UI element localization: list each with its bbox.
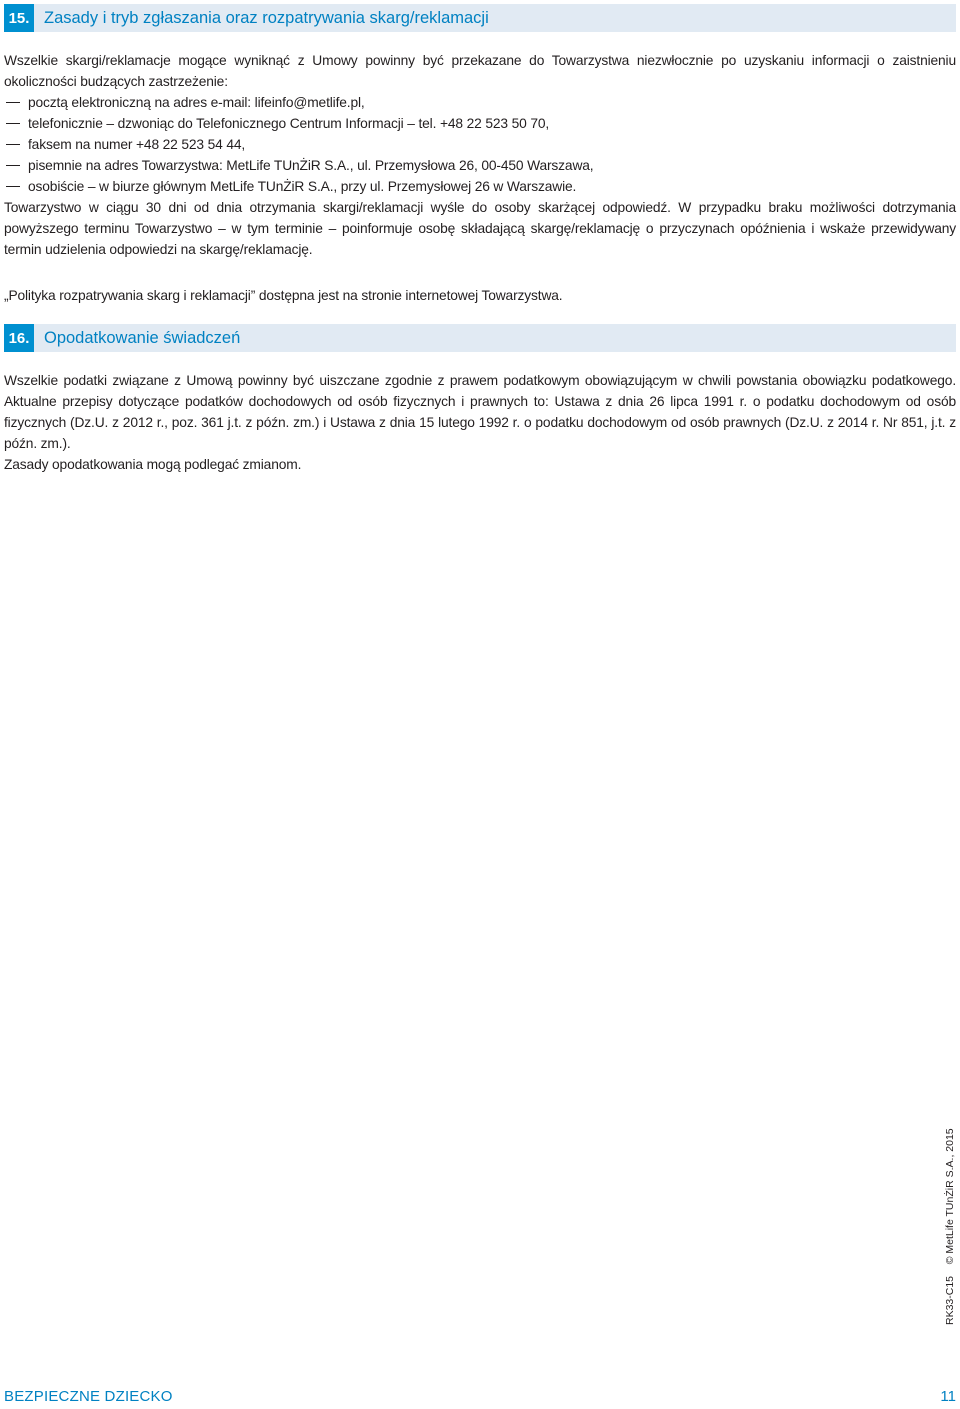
list-item-text: telefonicznie – dzwoniąc do Telefonicznego Centrum Informacji – tel. +48 22 523 50 70,: [28, 116, 550, 131]
section-15-header: [4, 4, 956, 32]
list-item-text: pisemnie na adres Towarzystwa: MetLife TUnŻiR S.A., ul. Przemysłowa 26, 00-450 Warszawa,: [28, 158, 594, 173]
list-item: [4, 134, 956, 155]
dash-bullet: [6, 186, 20, 187]
document-code-vertical: [944, 1128, 956, 1325]
contact-methods-list: [4, 92, 956, 197]
section-16-paragraph-2: Zasady opodatkowania mogą podlegać zmianom.: [4, 457, 302, 472]
footer-product-name: BEZPIECZNE DZIECKO: [4, 1388, 173, 1405]
page-number: 11: [940, 1388, 956, 1405]
document-code: RK33-C15: [944, 1275, 956, 1325]
list-item: [4, 155, 956, 176]
list-item-text: pocztą elektroniczną na adres e-mail: lifeinfo@metlife.pl,: [28, 95, 365, 110]
section-15-intro: Wszelkie skargi/reklamacje mogące wyniknąć z Umowy powinny być przekazane do Towarzystwa niezwłocznie po uzyskaniu informacji o zaistnieniu okoliczności budzących zastrzeżenie:: [4, 53, 956, 89]
dash-bullet: [6, 123, 20, 124]
section-15-title: Zasady i tryb zgłaszania oraz rozpatrywania skarg/reklamacji: [44, 8, 489, 27]
dash-bullet: [6, 102, 20, 103]
complaints-policy-note: „Polityka rozpatrywania skarg i reklamacji” dostępna jest na stronie internetowej Towarzystwa.: [4, 288, 563, 303]
copyright-notice: © MetLife TUnŻiR S.A., 2015: [944, 1128, 956, 1265]
section-16-paragraph-1: Wszelkie podatki związane z Umową powinny być uiszczane zgodnie z prawem podatkowym obowiązującym w chwili powstania obowiązku podatkowego. Aktualne przepisy dotyczące podatków dochodowych od osób fizycznych i prawnych to: Ustawa z dnia 26 lipca 1991 r. o podatku dochodowym od osób fizycznych (Dz.U. z 2012 r., poz. 361 j.t. z późn. zm.) i Ustawa z dnia 15 lutego 1992 r. o podatku dochodowym od osób prawnych (Dz.U. z 2014 r. Nr 851, j.t. z późn. zm.).: [4, 373, 956, 451]
list-item: [4, 113, 956, 134]
list-item-text: faksem na numer +48 22 523 54 44,: [28, 137, 246, 152]
section-16-title: Opodatkowanie świadczeń: [44, 328, 241, 347]
list-item: [4, 92, 956, 113]
section-15-body: [4, 50, 956, 260]
list-item: [4, 176, 956, 197]
section-16-number: 16.: [4, 324, 34, 352]
section-15-closing: Towarzystwo w ciągu 30 dni od dnia otrzymania skargi/reklamacji wyśle do osoby skarżącej odpowiedź. W przypadku braku możliwości dotrzymania powyższego terminu Towarzystwo – w tym terminie – poinformuje osobę składającą skargę/reklamację o przyczynach opóźnienia i wskaże przewidywany termin udzielenia odpowiedzi na skargę/reklamację.: [4, 200, 956, 257]
section-16-body: [4, 370, 956, 475]
section-15-number: 15.: [4, 4, 34, 32]
section-16-header: [4, 324, 956, 352]
list-item-text: osobiście – w biurze głównym MetLife TUnŻiR S.A., przy ul. Przemysłowej 26 w Warszawie.: [28, 179, 577, 194]
dash-bullet: [6, 165, 20, 166]
dash-bullet: [6, 144, 20, 145]
